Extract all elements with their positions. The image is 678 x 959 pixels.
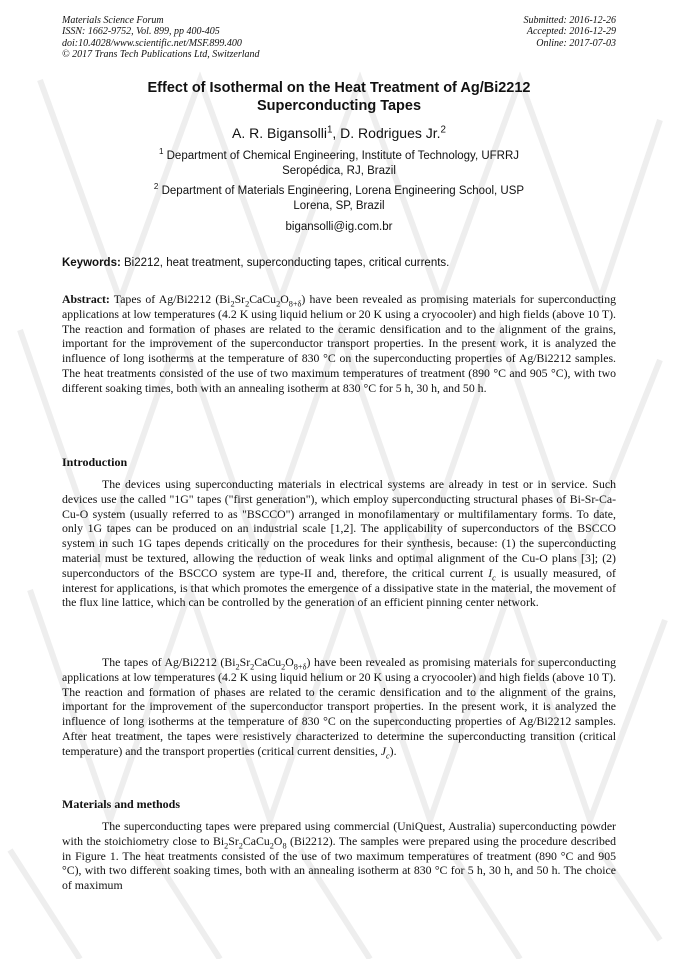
journal-name: Materials Science Forum <box>62 15 164 26</box>
title-line-2: Superconducting Tapes <box>256 98 422 114</box>
author-separator: , <box>332 125 341 141</box>
subscript: 2 <box>281 662 286 672</box>
paragraph-text: ). <box>389 743 397 758</box>
abstract-text: Sr <box>234 292 246 306</box>
abstract-text: Tapes of Ag/Bi2212 (Bi <box>109 292 231 306</box>
symbol-jc: J <box>380 743 386 758</box>
online-date: Online: 2017-07-03 <box>536 37 616 49</box>
abstract-text: CaCu <box>249 292 277 306</box>
subscript: c <box>492 573 496 583</box>
section-heading-methods: Materials and methods <box>62 797 180 811</box>
contact-email: bigansolli@ig.com.br <box>285 221 393 233</box>
copyright: © 2017 Trans Tech Publications Ltd, Switzerland <box>62 49 260 61</box>
abstract-label: Abstract: <box>62 292 110 306</box>
subscript: 2 <box>224 841 229 851</box>
abstract-text: ) have been revealed as promising materials for superconducting applications at low temperatures (4.2 K using liquid helium or 20 K using a cryocooler) and high fields (above 10 T). The reaction and formation of phases are related to the ceramic densification and to the alignment of the grains, important for the improvement of the superconductor transport properties. In the present work, it is analyzed the influence of long isotherms at the temperature of 830 °C on the superconducting properties of Ag/Bi2212 samples. The heat treatments consisted of the use of two maximum temperatures of treatment (890 °C and 905 °C), with two different soaking times, both with an annealing isotherm at 830 °C for 5 h, 30 h, and 50 h. <box>62 292 616 395</box>
author-2-affil: 2 <box>440 124 446 136</box>
paragraph-text: Sr <box>228 833 239 848</box>
subscript: 2 <box>269 841 274 851</box>
paragraph-text: The tapes of Ag/Bi2212 (Bi <box>102 655 236 669</box>
title-line-1: Effect of Isothermal on the Heat Treatment of Ag/Bi2212 <box>147 80 531 96</box>
author-1-affil: 1 <box>326 124 333 136</box>
affiliation-2-number: 2 <box>153 182 159 192</box>
paragraph-text: The superconducting tapes were prepared using commercial (UniQuest, Australia) superconducting powder with the stoichiometry close to Bi <box>62 819 616 848</box>
author-2: D. Rodrigues Jr. <box>340 125 441 141</box>
keywords-text: Bi2212, heat treatment, superconducting tapes, critical currents. <box>120 257 450 269</box>
methods-paragraph-1 <box>62 819 616 893</box>
paragraph-text: is usually measured, of interest for applications, is that which promotes the emergence of a dissipative state in the material, the movement of the flux line lattice, which can be controlled by the generation of an efficient pinning center network. <box>62 565 616 610</box>
subscript: 2 <box>250 662 255 672</box>
affiliation-2 <box>62 184 616 213</box>
subscript: 2 <box>276 299 281 309</box>
abstract-text: O <box>280 292 289 306</box>
subscript: c <box>385 751 390 761</box>
issn: ISSN: 1662-9752, Vol. 899, pp 400-405 <box>62 26 220 38</box>
paragraph-text: CaCu <box>242 833 270 848</box>
subscript: 2 <box>230 299 235 309</box>
subscript: 2 <box>235 662 240 672</box>
affiliation-2-line-1: Department of Materials Engineering, Lorena Engineering School, USP <box>161 185 525 197</box>
paragraph-text: (Bi2212). The samples were prepared using the procedure described in Figure 1. The heat treatments consisted of the use of two maximum temperatures of treatment (890 °C and 905 °C), with two different soaking times, both with an annealing isotherm at 830 °C for 5 h, 30 h, and 50 h. The choice of maximum <box>62 833 616 893</box>
paragraph-text: ) have been revealed as promising materials for superconducting applications at low temperatures (4.2 K using liquid helium or 20 K using a cryocooler) and high fields (above 10 T). The reaction and formation of phases are related to the ceramic densification and to the alignment of the grains, important for the improvement of the superconductor transport properties. In the present work, it is analyzed the influence of long isotherms at the temperature of 830 °C on the superconducting properties of Ag/Bi2212 samples. After heat treatment, the tapes were resistively characterized to determine the superconducting transition (critical temperature) and the transport properties (critical current densities, <box>62 655 617 758</box>
affiliation-1 <box>62 149 616 178</box>
paragraph-text: Sr <box>239 655 251 669</box>
section-heading-introduction: Introduction <box>62 455 128 469</box>
paragraph-text: O <box>285 655 294 669</box>
subscript: 8+δ <box>293 662 307 672</box>
keywords <box>62 257 616 269</box>
subscript: 2 <box>245 299 250 309</box>
paragraph-text: O <box>273 833 283 848</box>
submitted-date: Submitted: 2016-12-26 <box>523 15 616 26</box>
abstract <box>62 292 616 396</box>
affiliation-1-line-1: Department of Chemical Engineering, Institute of Technology, UFRRJ <box>166 150 520 162</box>
affiliation-2-line-2: Lorena, SP, Brazil <box>293 199 385 212</box>
paragraph-text: The devices using superconducting materials in electrical systems are already in test or in service. Such devices use the called "1G" tapes ("first generation"), which employ superconducting structural phases of Bi-Sr-Ca-Cu-O system (usually referred to as "BSCCO") arranged in monofilamentary or multifilamentary forms. To date, only 1G tapes can be produced on an industrial scale [1,2]. The applicability of superconductors of the BSCCO system in such 1G tapes depends critically on the procedures for their synthesis, because: (1) the superconducting material must be textured, allowing the reduction of weak links and optimal alignment of the Cu-O plans [3]; (2) superconductors of the BSCCO system are type-II and, therefore, the critical current <box>62 477 616 580</box>
paragraph-text: CaCu <box>254 655 282 669</box>
affiliation-1-number: 1 <box>158 147 164 157</box>
paper-title <box>62 79 616 115</box>
affiliation-1-line-2: Seropédica, RJ, Brazil <box>282 164 396 177</box>
accepted-date: Accepted: 2016-12-29 <box>526 26 616 38</box>
author-list <box>62 124 616 142</box>
keywords-label: Keywords: <box>62 257 121 269</box>
author-1: A. R. Bigansolli <box>232 125 327 141</box>
subscript: 8 <box>282 841 287 851</box>
introduction-paragraph-1 <box>62 477 616 610</box>
doi: doi:10.4028/www.scientific.net/MSF.899.400 <box>62 37 242 49</box>
introduction-paragraph-2 <box>62 655 616 759</box>
subscript: 2 <box>238 841 243 851</box>
symbol-ic: I <box>488 565 493 580</box>
subscript: 8+δ <box>288 299 302 309</box>
